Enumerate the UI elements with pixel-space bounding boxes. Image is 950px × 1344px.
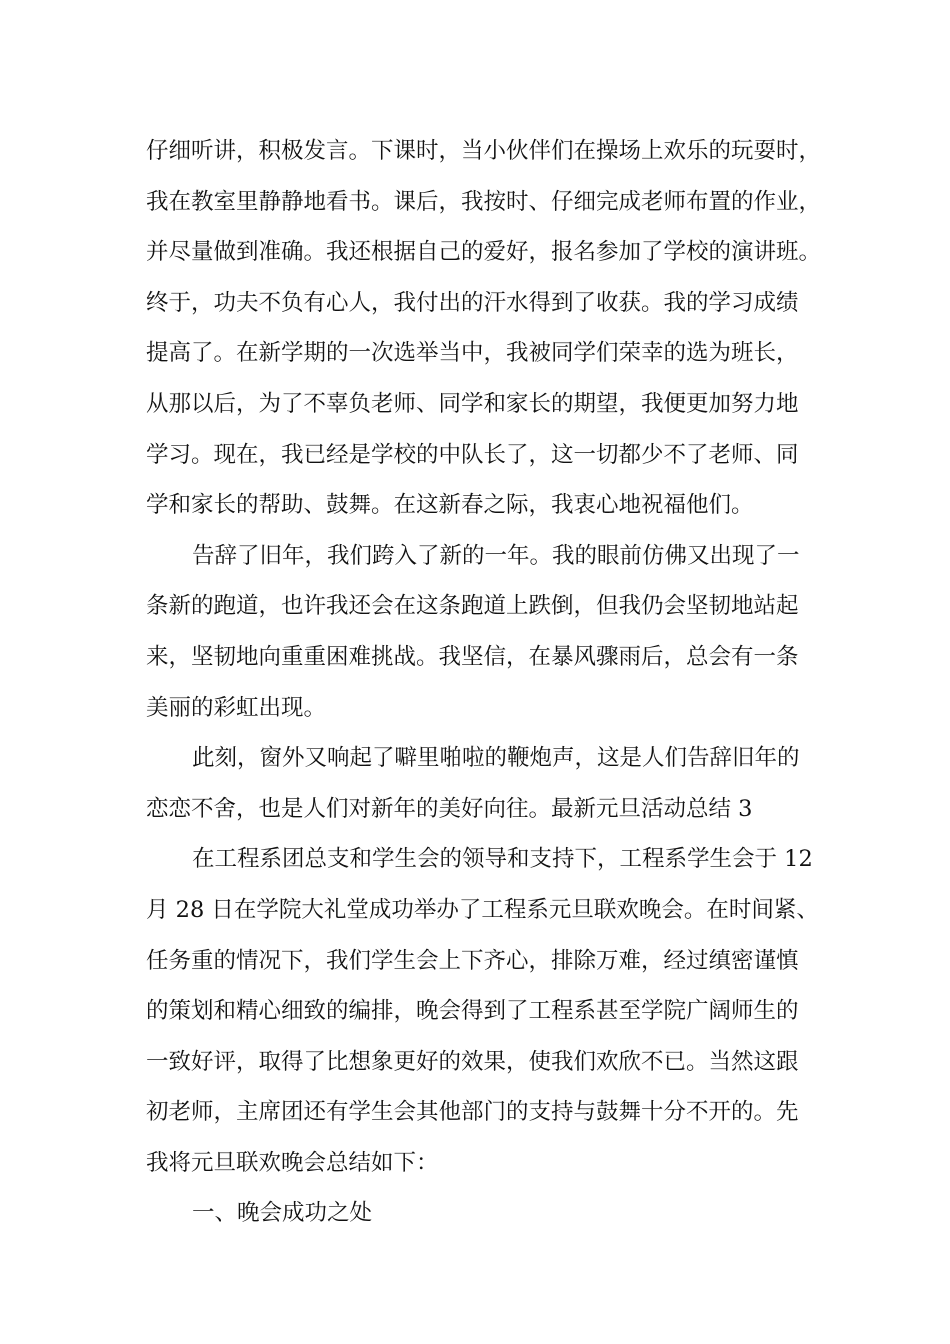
text-line: 一致好评，取得了比想象更好的效果，使我们欢欣不已。当然这跟 (146, 1048, 799, 1075)
paragraph-start-line: 此刻，窗外又响起了噼里啪啦的鞭炮声，这是人们告辞旧年的 (192, 745, 800, 772)
text-line: 提高了。在新学期的一次选举当中，我被同学们荣幸的选为班长， (146, 340, 799, 367)
text-line: 学和家长的帮助、鼓舞。在这新春之际，我衷心地祝福他们。 (146, 492, 754, 519)
text-line: 终于，功夫不负有心人，我付出的汗水得到了收获。我的学习成绩 (146, 289, 799, 316)
paragraph-start-line: 在工程系团总支和学生会的领导和支持下，工程系学生会于 12 (192, 846, 813, 873)
text-line: 从那以后，为了不辜负老师、同学和家长的期望，我便更加努力地 (146, 390, 799, 417)
section-heading: 一、晚会成功之处 (192, 1200, 373, 1227)
text-line: 仔细听讲，积极发言。下课时，当小伙伴们在操场上欢乐的玩耍时， (146, 138, 822, 164)
text-line: 学习。现在，我已经是学校的中队长了，这一切都少不了老师、同 (146, 441, 799, 468)
text-line: 条新的跑道，也许我还会在这条跑道上跌倒，但我仍会坚韧地站起 (146, 593, 799, 620)
text-line: 美丽的彩虹出现。 (146, 694, 327, 721)
text-line: 我在教室里静静地看书。课后，我按时、仔细完成老师布置的作业， (146, 188, 822, 215)
text-line: 月 28 日在学院大礼堂成功举办了工程系元旦联欢晚会。在时间紧、 (146, 896, 819, 923)
document-body (146, 126, 826, 1239)
text-line: 初老师，主席团还有学生会其他部门的支持与鼓舞十分不开的。先 (146, 1099, 799, 1126)
text-line: 我将元旦联欢晚会总结如下： (146, 1149, 439, 1176)
paragraph-start-line: 告辞了旧年，我们跨入了新的一年。我的眼前仿佛又出现了一 (192, 542, 800, 569)
text-line: 的策划和精心细致的编排，晚会得到了工程系甚至学院广阔师生的 (146, 998, 799, 1025)
text-line: 并尽量做到准确。我还根据自己的爱好，报名参加了学校的演讲班。 (146, 239, 822, 266)
text-line: 恋恋不舍，也是人们对新年的美好向往。最新元旦活动总结 3 (146, 795, 753, 822)
text-line: 任务重的情况下，我们学生会上下齐心，排除万难，经过缜密谨慎 (146, 947, 799, 974)
text-line: 来，坚韧地向重重困难挑战。我坚信，在暴风骤雨后，总会有一条 (146, 643, 799, 670)
